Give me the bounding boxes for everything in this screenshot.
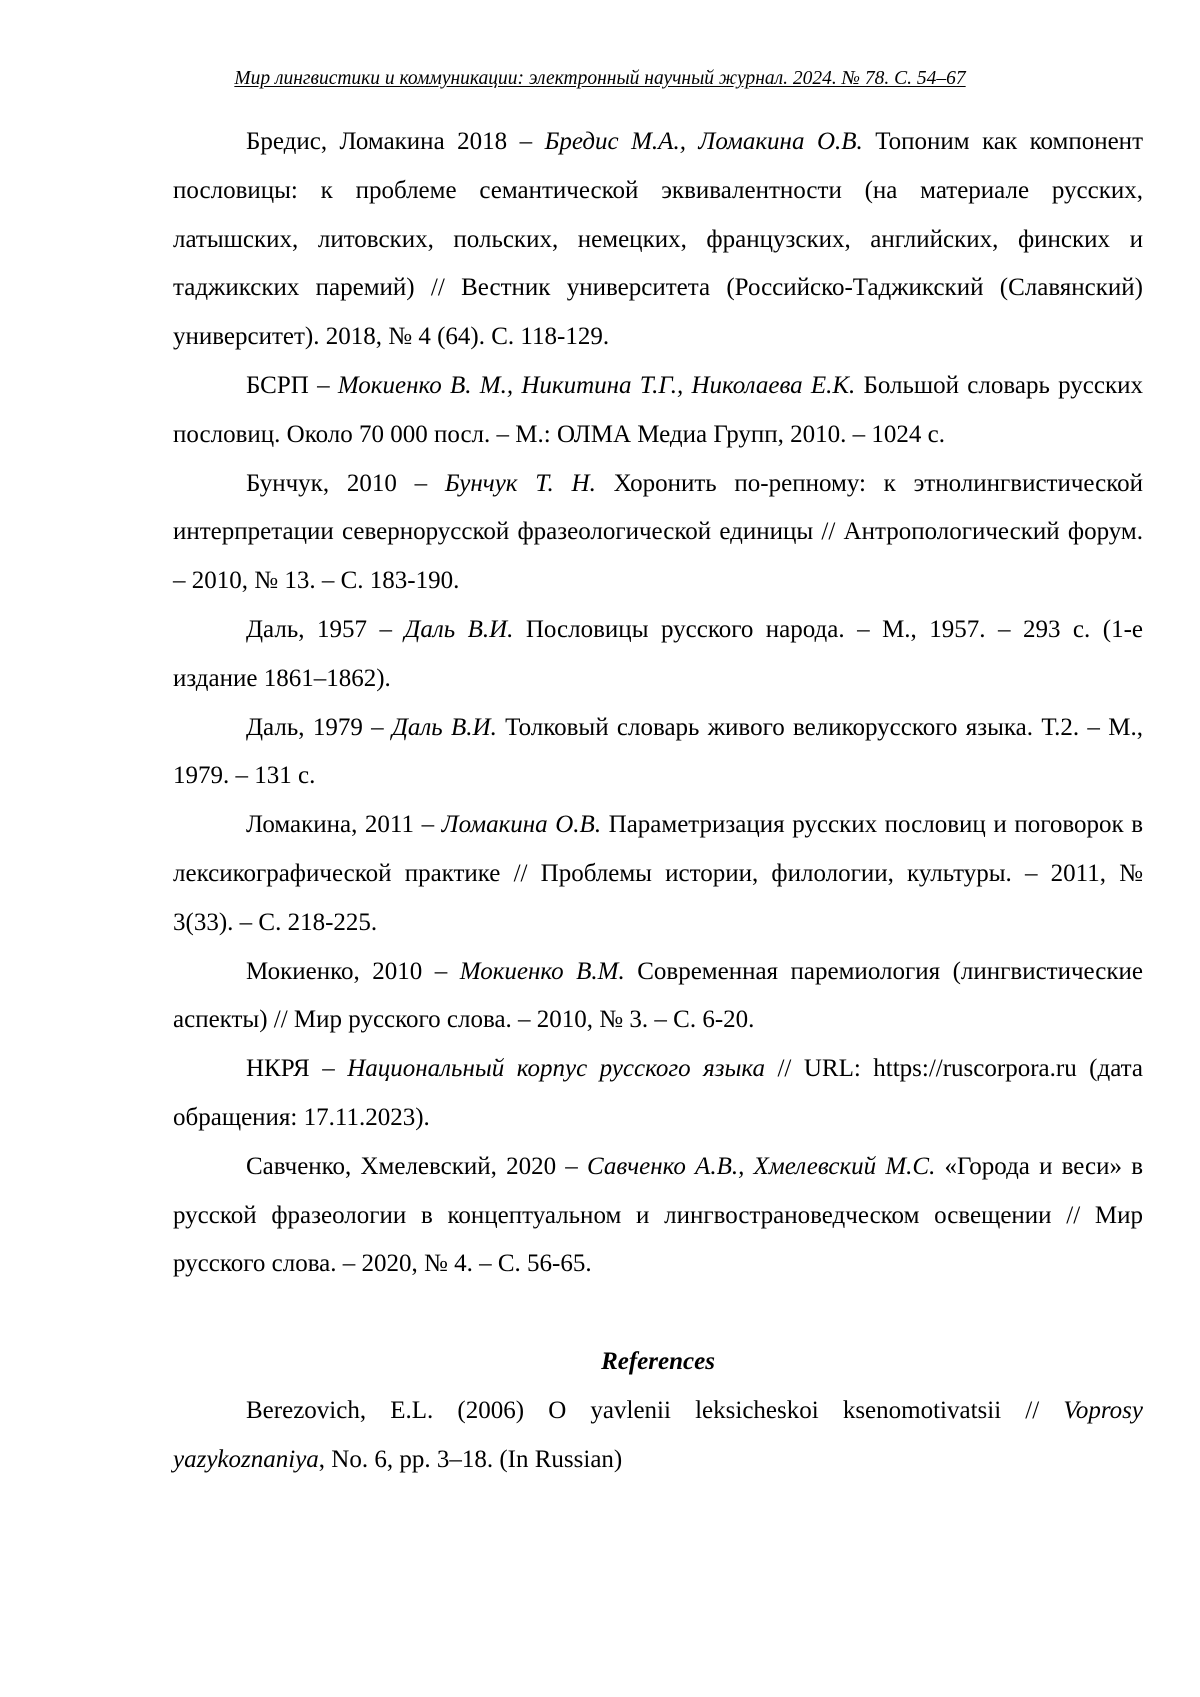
reference-body: Пословицы русского народа. – М., 1957. – 293 с. (1-е издание 1861–1862). xyxy=(173,616,1143,692)
reference-entry xyxy=(173,948,1143,1046)
reference-key: Мокиенко, 2010 – xyxy=(246,958,460,985)
running-header: Мир лингвистики и коммуникации: электронный научный журнал. 2024. № 78. С. 54–67 xyxy=(0,68,1200,90)
references-heading: References xyxy=(173,1289,1143,1387)
reference-lead: Berezovich, E.L. (2006) O yavlenii leksicheskoi ksenomotivatsii // xyxy=(246,1397,1063,1424)
reference-authors: Даль В.И. xyxy=(404,616,513,643)
reference-entry xyxy=(173,460,1143,606)
reference-entry xyxy=(173,118,1143,362)
reference-body: Топоним как компонент пословицы: к проблеме семантической эквивалентности (на материале русских, латышских, литовских, польских, немецких, французских, английских, финских и таджикских паремий) // Вестник университета (Российско-Таджикский (Славянский) университет). 2018, № 4 (64). С. 118-129. xyxy=(173,128,1143,350)
reference-entry xyxy=(173,606,1143,704)
references-section xyxy=(173,118,1143,1484)
reference-entry xyxy=(173,1045,1143,1143)
document-page xyxy=(0,0,1200,1697)
reference-authors: Бунчук Т. Н. xyxy=(445,470,596,497)
reference-key: Ломакина, 2011 – xyxy=(246,811,442,838)
reference-entry xyxy=(173,1387,1143,1485)
reference-authors: Бредис М.А., Ломакина О.В. xyxy=(545,128,863,155)
reference-body: // URL: https://ruscorpora.ru (дата обращения: 17.11.2023). xyxy=(173,1055,1143,1131)
reference-authors: Савченко А.В., Хмелевский М.С. xyxy=(587,1153,935,1180)
reference-body: Современная паремиология (лингвистические аспекты) // Мир русского слова. – 2010, № 3. – С. 6-20. xyxy=(173,958,1143,1034)
reference-key: БСРП – xyxy=(246,372,338,399)
reference-authors: Даль В.И. xyxy=(392,714,497,741)
reference-body: Толковый словарь живого великорусского языка. Т.2. – М., 1979. – 131 с. xyxy=(173,714,1143,790)
reference-body: «Города и веси» в русской фразеологии в концептуальном и лингвострановедческом освещении // Мир русского слова. – 2020, № 4. – С. 56-65. xyxy=(173,1153,1143,1278)
reference-authors: Мокиенко В. М., Никитина Т.Г., Николаева Е.К. xyxy=(338,372,855,399)
reference-body: Хоронить по-репному: к этнолингвистической интерпретации севернорусской фразеологической единицы // Антропологический форум. – 2010, № 13. – С. 183-190. xyxy=(173,470,1143,595)
reference-authors: Мокиенко В.М. xyxy=(460,958,625,985)
reference-entry xyxy=(173,1143,1143,1289)
reference-key: Даль, 1979 – xyxy=(246,714,392,741)
reference-key: Бредис, Ломакина 2018 – xyxy=(246,128,545,155)
reference-entry xyxy=(173,801,1143,947)
reference-journal: Voprosy yazykoznaniya xyxy=(173,1397,1143,1473)
reference-body: Параметризация русских пословиц и поговорок в лексикографической практике // Проблемы истории, филологии, культуры. – 2011, № 3(33). – С. 218-225. xyxy=(173,811,1143,936)
reference-key: Бунчук, 2010 – xyxy=(246,470,445,497)
reference-key: НКРЯ – xyxy=(246,1055,347,1082)
reference-key: Савченко, Хмелевский, 2020 – xyxy=(246,1153,587,1180)
reference-entry xyxy=(173,704,1143,802)
reference-authors: Ломакина О.В. xyxy=(442,811,601,838)
reference-body: Большой словарь русских пословиц. Около 70 000 посл. – М.: ОЛМА Медиа Групп, 2010. – 1024 с. xyxy=(173,372,1143,448)
reference-source-title: Национальный корпус русского языка xyxy=(347,1055,765,1082)
reference-tail: , No. 6, pp. 3–18. (In Russian) xyxy=(319,1446,622,1473)
reference-key: Даль, 1957 – xyxy=(246,616,404,643)
reference-entry xyxy=(173,362,1143,460)
